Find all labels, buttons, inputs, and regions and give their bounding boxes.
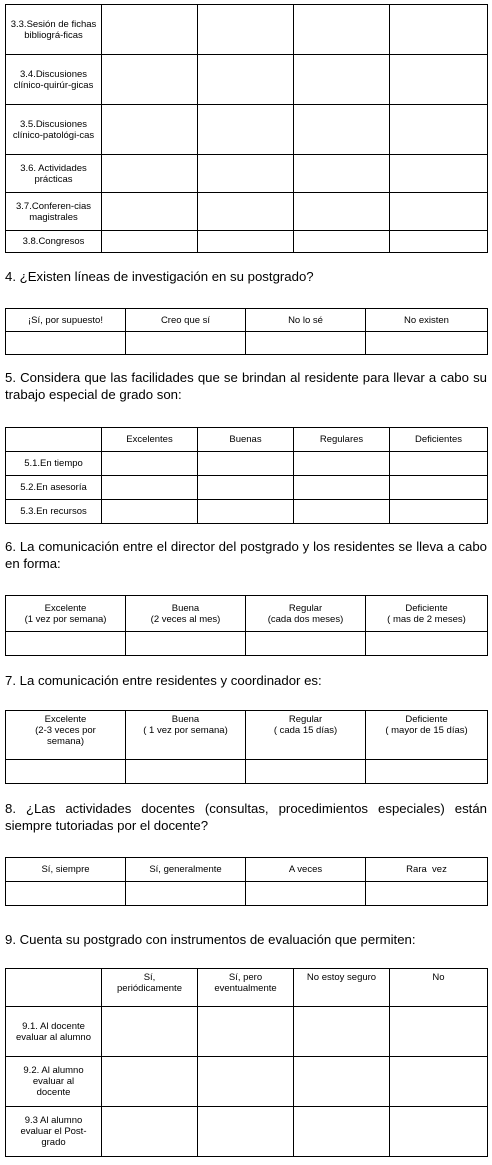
answer-cell[interactable] [198,105,294,155]
answer-cell[interactable] [390,193,488,231]
answer-cell[interactable] [6,332,126,355]
question-8-text: 8. ¿Las actividades docentes (consultas, procedimientos especiales) están siempre tutoriadas por el docente? [5,801,487,833]
option-detail: ( 1 vez por semana) [143,725,228,736]
answer-cell[interactable] [102,500,198,524]
answer-cell[interactable] [126,882,246,906]
answer-cell[interactable] [102,231,198,253]
row-label: 3.5.Discusiones clínico-patológi-cas [6,105,102,155]
corner-cell [6,969,102,1007]
table-row [6,1057,488,1107]
option-header: Rara vez [366,858,488,882]
option-header: ¡Sí, por supuesto! [6,309,126,332]
answer-cell[interactable] [390,5,488,55]
answer-cell[interactable] [126,760,246,784]
answer-cell[interactable] [102,1007,198,1057]
answer-cell[interactable] [126,632,246,656]
answer-cell[interactable] [294,1107,390,1157]
column-header: No [390,969,488,1007]
column-header: Deficientes [390,428,488,452]
answer-cell[interactable] [102,155,198,193]
row-label: 3.6. Actividades prácticas [6,155,102,193]
question-7-table [5,710,488,784]
answer-cell[interactable] [390,476,488,500]
answer-cell[interactable] [102,105,198,155]
option-label: Regular [288,602,323,614]
answer-cell[interactable] [390,231,488,253]
column-header: Excelentes [102,428,198,452]
table-row [6,476,488,500]
option-header: No existen [366,309,488,332]
answer-cell[interactable] [294,105,390,155]
option-label: Excelente [44,714,87,725]
row-label: 3.4.Discusiones clínico-quirúr-gicas [6,55,102,105]
option-header: A veces [246,858,366,882]
option-header [6,711,126,760]
column-header: Sí, pero eventualmente [198,969,294,1007]
table-row [6,500,488,524]
option-detail: (cada dos meses) [267,613,344,625]
option-detail: ( mas de 2 meses) [387,613,466,625]
answer-cell[interactable] [294,452,390,476]
answer-cell[interactable] [198,1057,294,1107]
answer-cell[interactable] [366,632,488,656]
answer-cell[interactable] [390,155,488,193]
answer-cell[interactable] [198,476,294,500]
row-label: 5.2.En asesoría [6,476,102,500]
row-label: 9.3 Al alumno evaluar el Post-grado [6,1107,102,1157]
question-4-text: 4. ¿Existen líneas de investigación en su postgrado? [5,269,314,284]
answer-cell[interactable] [6,760,126,784]
option-header: Creo que sí [126,309,246,332]
option-header [366,596,488,632]
table-row [6,231,488,253]
answer-cell[interactable] [198,1007,294,1057]
option-label: Buena [171,602,200,614]
row-label: 9.1. Al docente evaluar al alumno [6,1007,102,1057]
answer-cell[interactable] [390,452,488,476]
row-label: 9.2. Al alumno evaluar al docente [6,1057,102,1107]
answer-cell[interactable] [246,632,366,656]
answer-cell[interactable] [126,332,246,355]
question-6-text: 6. La comunicación entre el director del postgrado y los residentes se lleva a cabo en forma: [5,539,487,571]
answer-cell[interactable] [102,1107,198,1157]
option-label: Excelente [44,602,87,614]
question-4-table [5,308,488,355]
option-header [126,596,246,632]
answer-cell[interactable] [390,1007,488,1057]
answer-cell[interactable] [198,5,294,55]
option-header [246,711,366,760]
column-header: Sí, periódicamente [102,969,198,1007]
answer-cell[interactable] [198,500,294,524]
answer-cell[interactable] [390,1107,488,1157]
answer-cell[interactable] [246,882,366,906]
row-label: 3.7.Conferen-cias magistrales [6,193,102,231]
answer-cell[interactable] [294,55,390,105]
table-row [6,452,488,476]
table-row [6,1107,488,1157]
answer-cell[interactable] [294,5,390,55]
answer-cell[interactable] [102,452,198,476]
option-detail: (2 veces al mes) [150,613,221,625]
corner-cell [6,428,102,452]
question-5-text: 5. Considera que las facilidades que se brindan al residente para llevar a cabo su trabajo especial de grado son: [5,370,487,402]
answer-cell[interactable] [294,193,390,231]
answer-cell[interactable] [294,500,390,524]
option-header: Sí, siempre [6,858,126,882]
answer-cell[interactable] [102,5,198,55]
option-header: No lo sé [246,309,366,332]
answer-cell[interactable] [294,1007,390,1057]
option-header [126,711,246,760]
question-6-table [5,595,488,656]
activities-table [5,4,488,253]
answer-cell[interactable] [6,882,126,906]
answer-cell[interactable] [102,55,198,105]
answer-cell[interactable] [198,55,294,105]
table-row [6,55,488,105]
option-header [366,711,488,760]
row-label: 3.8.Congresos [6,231,102,253]
answer-cell[interactable] [294,231,390,253]
row-label: 5.1.En tiempo [6,452,102,476]
answer-cell[interactable] [102,476,198,500]
question-8-table [5,857,488,906]
answer-cell[interactable] [198,193,294,231]
option-header [246,596,366,632]
answer-cell[interactable] [198,231,294,253]
option-header: Sí, generalmente [126,858,246,882]
row-label: 3.3.Sesión de fichas bibliográ-ficas [6,5,102,55]
table-row [6,155,488,193]
column-header: No estoy seguro [294,969,390,1007]
question-7-text: 7. La comunicación entre residentes y coordinador es: [5,673,322,688]
answer-cell[interactable] [366,760,488,784]
table-row [6,1007,488,1057]
answer-cell[interactable] [198,452,294,476]
answer-cell[interactable] [294,155,390,193]
answer-cell[interactable] [294,476,390,500]
option-detail: ( mayor de 15 días) [385,725,468,736]
answer-cell[interactable] [390,105,488,155]
option-detail: ( cada 15 días) [273,725,338,736]
table-row [6,5,488,55]
answer-cell[interactable] [198,1107,294,1157]
option-detail: (2-3 veces por semana) [35,725,96,747]
option-label: Deficiente [405,714,448,725]
answer-cell[interactable] [102,1057,198,1107]
answer-cell[interactable] [6,632,126,656]
table-row [6,105,488,155]
answer-cell[interactable] [366,332,488,355]
table-row [6,193,488,231]
option-label: Buena [171,714,200,725]
option-label: Regular [288,714,323,725]
answer-cell[interactable] [390,1057,488,1107]
answer-cell[interactable] [246,760,366,784]
answer-cell[interactable] [390,500,488,524]
answer-cell[interactable] [102,193,198,231]
row-label: 5.3.En recursos [6,500,102,524]
option-detail: (1 vez por semana) [24,613,107,625]
option-header [6,596,126,632]
question-9-table [5,968,488,1157]
question-5-table [5,427,488,524]
answer-cell[interactable] [198,155,294,193]
answer-cell[interactable] [390,55,488,105]
answer-cell[interactable] [294,1057,390,1107]
column-header: Buenas [198,428,294,452]
question-9-text: 9. Cuenta su postgrado con instrumentos de evaluación que permiten: [5,932,416,947]
answer-cell[interactable] [246,332,366,355]
answer-cell[interactable] [366,882,488,906]
column-header: Regulares [294,428,390,452]
option-label: Deficiente [405,602,448,614]
